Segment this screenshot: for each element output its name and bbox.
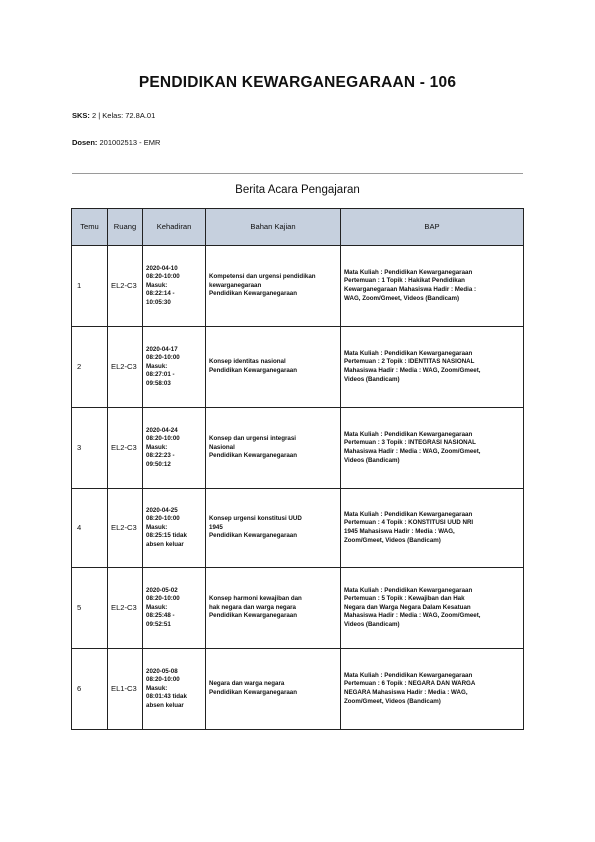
cell-bahan-kajian-line: Nasional <box>209 443 235 451</box>
cell-bap <box>341 568 524 649</box>
cell-kehadiran-line: Masuk: <box>146 281 168 289</box>
dosen-info <box>72 138 160 147</box>
cell-kehadiran-line: absen keluar <box>146 701 184 709</box>
cell-bap-line: Pertemuan : 4 Topik : KONSTITUSI UUD NRI <box>344 519 474 527</box>
cell-bahan-kajian-line: Konsep identitas nasional <box>209 358 286 366</box>
cell-kehadiran-line: 08:25:15 tidak <box>146 532 187 540</box>
cell-kehadiran-line: 08:20-10:00 <box>146 435 180 443</box>
cell-bahan-kajian-line: Konsep harmoni kewajiban dan <box>209 595 302 603</box>
cell-kehadiran <box>143 489 206 568</box>
cell-kehadiran-line: 08:20-10:00 <box>146 273 180 281</box>
cell-bap-line: NEGARA Mahasiswa Hadir : Media : WAG, <box>344 689 468 696</box>
sks-value: 2 | Kelas: 72.8A.01 <box>92 111 156 120</box>
cell-bahan-kajian <box>206 489 341 568</box>
sks-info <box>72 111 155 120</box>
cell-bap <box>341 327 524 408</box>
cell-ruang: EL2-C3 <box>108 246 143 327</box>
cell-temu: 3 <box>72 408 108 489</box>
table-row <box>72 568 524 649</box>
cell-kehadiran <box>143 246 206 327</box>
table-row <box>72 327 524 408</box>
cell-bahan-kajian <box>206 649 341 730</box>
cell-bap-line: Mahasiswa Hadir : Media : WAG, Zoom/Gmeet, <box>344 367 481 374</box>
cell-bahan-kajian-line: Pendidikan Kewarganegaraan <box>209 367 298 374</box>
cell-kehadiran-line: Masuk: <box>146 443 168 451</box>
cell-bahan-kajian-line: Negara dan warga negara <box>209 680 285 688</box>
cell-bap <box>341 408 524 489</box>
cell-bap-line: Mahasiswa Hadir : Media : WAG, Zoom/Gmeet, <box>344 612 481 620</box>
table-row <box>72 489 524 568</box>
cell-bap-line: Pertemuan : 6 Topik : NEGARA DAN WARGA <box>344 680 476 688</box>
cell-bahan-kajian-line: Pendidikan Kewarganegaraan <box>209 689 298 696</box>
cell-bap-line: Mahasiswa Hadir : Media : WAG, Zoom/Gmeet, <box>344 448 481 455</box>
cell-bap-line: Mata Kuliah : Pendidikan Kewarganegaraan <box>344 268 473 276</box>
cell-bap-line: Videos (Bandicam) <box>344 456 400 464</box>
cell-temu: 2 <box>72 327 108 408</box>
cell-kehadiran <box>143 327 206 408</box>
dosen-label: Dosen: <box>72 138 98 147</box>
cell-bap-line: WAG, Zoom/Gmeet, Videos (Bandicam) <box>344 294 460 302</box>
cell-bap <box>341 649 524 730</box>
cell-bahan-kajian-line: Pendidikan Kewarganegaraan <box>209 452 298 460</box>
divider <box>72 173 523 174</box>
cell-bap-line: Pertemuan : 1 Topik : Hakikat Pendidikan <box>344 277 465 285</box>
cell-kehadiran-line: 2020-05-08 <box>146 667 178 675</box>
cell-kehadiran-line: Masuk: <box>146 362 168 370</box>
page-title: PENDIDIKAN KEWARGANEGARAAN - 106 <box>138 74 457 91</box>
cell-kehadiran-line: 08:01:43 tidak <box>146 693 187 701</box>
section-title: Berita Acara Pengajaran <box>235 184 360 196</box>
cell-bap-line: 1945 Mahasiswa Hadir : Media : WAG, <box>344 528 455 535</box>
cell-bahan-kajian <box>206 246 341 327</box>
bap-table <box>71 208 524 730</box>
cell-kehadiran-line: 2020-04-10 <box>146 264 178 272</box>
cell-bap-line: Pertemuan : 5 Topik : Kewajiban dan Hak <box>344 595 465 603</box>
cell-bahan-kajian-line: Pendidikan Kewarganegaraan <box>209 612 298 620</box>
cell-kehadiran-line: Masuk: <box>146 684 168 692</box>
cell-kehadiran-line: 08:20-10:00 <box>146 515 180 523</box>
cell-kehadiran-line: 08:20-10:00 <box>146 676 180 684</box>
cell-bap-line: Mata Kuliah : Pendidikan Kewarganegaraan <box>344 430 473 438</box>
cell-bap-line: Pertemuan : 2 Topik : IDENTITAS NASIONAL <box>344 358 475 366</box>
cell-kehadiran-line: 08:25:48 - <box>146 612 175 620</box>
cell-temu: 6 <box>72 649 108 730</box>
cell-bap-line: Pertemuan : 3 Topik : INTEGRASI NASIONAL <box>344 439 476 447</box>
cell-bap <box>341 246 524 327</box>
column-header-ruang: Ruang <box>108 209 143 246</box>
cell-bahan-kajian-line: Pendidikan Kewarganegaraan <box>209 532 298 540</box>
cell-ruang: EL1-C3 <box>108 649 143 730</box>
cell-kehadiran-line: Masuk: <box>146 523 168 531</box>
cell-kehadiran-line: 2020-04-17 <box>146 345 178 353</box>
cell-kehadiran <box>143 649 206 730</box>
cell-bahan-kajian <box>206 568 341 649</box>
table-header-row <box>72 209 524 246</box>
cell-bahan-kajian-line: Kompetensi dan urgensi pendidikan <box>209 273 316 281</box>
cell-kehadiran-line: absen keluar <box>146 540 184 548</box>
column-header-kehadiran: Kehadiran <box>143 209 206 246</box>
cell-temu: 1 <box>72 246 108 327</box>
cell-kehadiran-line: 09:52:51 <box>146 620 171 628</box>
cell-kehadiran-line: 09:58:03 <box>146 379 171 387</box>
cell-bap-line: Kewarganegaraan Mahasiswa Hadir : Media : <box>344 286 477 293</box>
cell-temu: 5 <box>72 568 108 649</box>
cell-ruang: EL2-C3 <box>108 327 143 408</box>
cell-kehadiran-line: 08:22:23 - <box>146 452 175 460</box>
column-header-temu: Temu <box>72 209 108 246</box>
cell-kehadiran-line: 08:20-10:00 <box>146 595 180 603</box>
cell-bahan-kajian-line: Pendidikan Kewarganegaraan <box>209 290 298 298</box>
cell-kehadiran <box>143 568 206 649</box>
cell-kehadiran-line: 08:20-10:00 <box>146 354 180 362</box>
cell-bap-line: Negara dan Warga Negara Dalam Kesatuan <box>344 603 471 611</box>
cell-bap-line: Zoom/Gmeet, Videos (Bandicam) <box>344 536 441 544</box>
cell-kehadiran-line: 2020-04-24 <box>146 426 178 434</box>
dosen-value: 201002513 - EMR <box>99 138 161 147</box>
cell-bahan-kajian-line: kewarganegaraan <box>209 281 262 289</box>
cell-bahan-kajian <box>206 408 341 489</box>
cell-ruang: EL2-C3 <box>108 408 143 489</box>
cell-bahan-kajian-line: hak negara dan warga negara <box>209 603 297 611</box>
cell-bap-line: Mata Kuliah : Pendidikan Kewarganegaraan <box>344 349 473 357</box>
cell-ruang: EL2-C3 <box>108 489 143 568</box>
sks-label: SKS: <box>72 111 90 120</box>
cell-bahan-kajian <box>206 327 341 408</box>
cell-bap-line: Mata Kuliah : Pendidikan Kewarganegaraan <box>344 671 473 679</box>
cell-kehadiran <box>143 408 206 489</box>
cell-kehadiran-line: 09:50:12 <box>146 460 171 468</box>
table-row <box>72 408 524 489</box>
cell-kehadiran-line: 08:27:01 - <box>146 371 175 379</box>
cell-kehadiran-line: 08:22:14 - <box>146 290 175 298</box>
cell-bap-line: Videos (Bandicam) <box>344 375 400 383</box>
cell-bap-line: Mata Kuliah : Pendidikan Kewarganegaraan <box>344 586 473 594</box>
table-row <box>72 246 524 327</box>
cell-bahan-kajian-line: Konsep urgensi konstitusi UUD <box>209 515 302 523</box>
cell-temu: 4 <box>72 489 108 568</box>
cell-bahan-kajian-line: Konsep dan urgensi integrasi <box>209 435 296 443</box>
table-row <box>72 649 524 730</box>
cell-bap-line: Zoom/Gmeet, Videos (Bandicam) <box>344 697 441 705</box>
cell-bap-line: Mata Kuliah : Pendidikan Kewarganegaraan <box>344 510 473 518</box>
cell-kehadiran-line: 10:05:30 <box>146 298 171 306</box>
column-header-bahan-kajian: Bahan Kajian <box>206 209 341 246</box>
cell-ruang: EL2-C3 <box>108 568 143 649</box>
column-header-bap: BAP <box>341 209 524 246</box>
cell-kehadiran-line: Masuk: <box>146 603 168 611</box>
cell-bap <box>341 489 524 568</box>
cell-bap-line: Videos (Bandicam) <box>344 620 400 628</box>
cell-kehadiran-line: 2020-05-02 <box>146 586 178 594</box>
cell-kehadiran-line: 2020-04-25 <box>146 506 178 514</box>
cell-bahan-kajian-line: 1945 <box>209 523 223 531</box>
